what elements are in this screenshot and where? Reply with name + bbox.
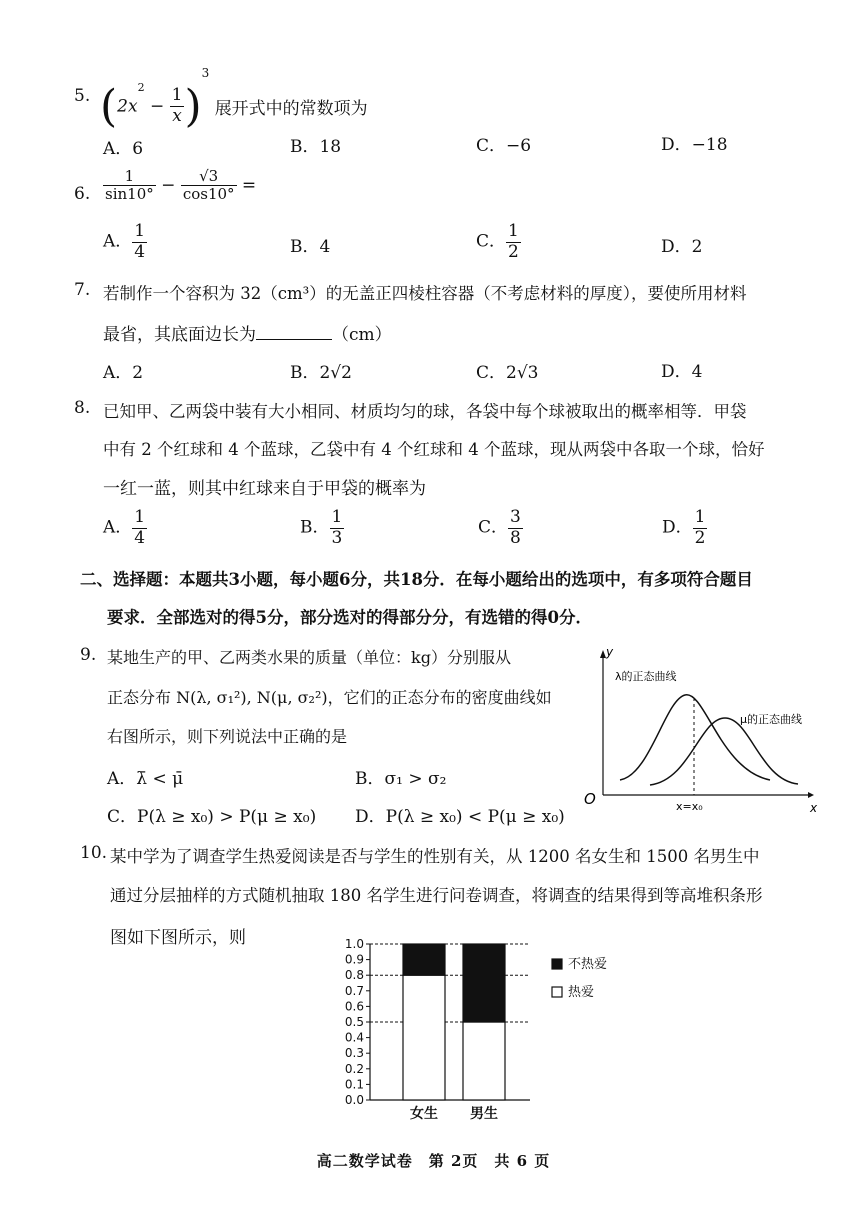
q8-d-den: 2 [694, 527, 706, 548]
q6-a-label: A． [103, 231, 133, 252]
q9-x-label: x [810, 801, 818, 815]
q6-minus: − [155, 175, 181, 196]
chart-y-tick-label: 0.3 [344, 1046, 364, 1061]
q6-option-d: D．2 [661, 237, 703, 257]
q7-answer-blank [256, 325, 332, 340]
chart-y-tick-label: 0.6 [344, 999, 364, 1014]
chart-category-label: 女生 [410, 1106, 438, 1122]
q8-a-label: A． [103, 517, 133, 538]
chart-y-tick-label: 1.0 [344, 937, 364, 951]
q5-minus: − [144, 96, 170, 117]
chart-legend-label: 不热爱 [568, 957, 608, 972]
q6-a-frac [132, 222, 147, 262]
q8-line-2: 中有 2 个红球和 4 个蓝球，乙袋中有 4 个红球和 4 个蓝球，现从两袋中各取一个球，恰好 [103, 440, 765, 459]
chart-y-tick-label: 0.4 [344, 1030, 364, 1045]
q10-line-1: 某中学为了调查学生热爱阅读是否与学生的性别有关，从 1200 名女生和 1500 名男生中 [110, 847, 760, 866]
q8-a-den: 4 [134, 527, 146, 548]
q7-option-b: B．2√2 [290, 363, 352, 383]
q8-number: 8. [74, 398, 91, 418]
q9-mu-curve [650, 718, 798, 785]
q6-c-num: 1 [508, 221, 519, 241]
q6-option-a [103, 222, 147, 262]
q5-frac-den: x [172, 106, 182, 126]
section-2-heading-line-2: 要求．全部选对的得5分，部分选对的得部分分，有选错的得0分． [107, 608, 592, 627]
chart-bar-segment [403, 944, 445, 975]
q10-stacked-bar-chart [330, 932, 630, 1132]
q8-c-frac [508, 508, 523, 548]
q7-line-2-pre: 最省，其底面边长为 [103, 325, 256, 345]
q7-line-2-post: （cm） [332, 325, 392, 345]
q9-line-2: 正态分布 N(λ, σ₁²), N(μ, σ₂²)，它们的正态分布的密度曲线如 [107, 688, 552, 707]
q7-option-c: C．2√3 [476, 363, 539, 383]
page-footer: 高二数学试卷 第 2页 共 6 页 [316, 1152, 551, 1170]
q9-lambda-curve [620, 695, 770, 780]
q8-d-label: D． [662, 517, 693, 538]
q6-c-den: 2 [508, 241, 519, 262]
q8-b-label: B． [300, 517, 330, 538]
q9-line-1: 某地生产的甲、乙两类水果的质量（单位：kg）分别服从 [107, 648, 511, 667]
q6-f1-den: sin10° [105, 185, 154, 204]
q8-b-frac [330, 508, 345, 548]
q6-f2-num: √3 [181, 168, 237, 186]
q9-line-3: 右图所示，则下列说法中正确的是 [107, 727, 348, 746]
q9-option-b: B．σ₁ > σ₂ [355, 769, 447, 789]
q9-origin-label: O [584, 790, 596, 808]
q6-f1-num: 1 [103, 168, 156, 186]
chart-y-tick-label: 0.9 [344, 952, 364, 967]
q5-fraction [170, 86, 185, 126]
q8-line-1: 已知甲、乙两袋中装有大小相同、材质均匀的球，各袋中每个球被取出的概率相等．甲袋 [103, 402, 747, 421]
chart-bar-segment [463, 1022, 505, 1100]
q7-line-1: 若制作一个容积为 32（cm³）的无盖正四棱柱容器（不考虑材料的厚度），要使所用材料 [103, 284, 747, 303]
q8-b-den: 3 [331, 527, 343, 548]
q8-a-num: 1 [134, 507, 146, 527]
q6-equals: = [236, 175, 257, 196]
q10-line-3: 图如下图所示，则 [110, 928, 246, 948]
q8-d-num: 1 [694, 507, 706, 527]
q6-fraction-1 [103, 168, 156, 204]
chart-y-tick-label: 0.1 [344, 1077, 364, 1092]
q7-number: 7. [74, 280, 91, 300]
chart-legend-swatch [552, 959, 562, 969]
q5-term-sup: 2 [137, 81, 145, 94]
q6-option-b: B．4 [290, 237, 331, 257]
q5-power: 3 [201, 66, 210, 80]
q8-option-a [103, 508, 147, 548]
q10-number: 10. [80, 843, 108, 863]
q8-option-c [478, 508, 523, 548]
q9-mu-label: μ的正态曲线 [740, 713, 802, 726]
q8-line-3: 一红一蓝，则其中红球来自于甲袋的概率为 [103, 479, 426, 499]
chart-category-label: 男生 [470, 1106, 498, 1122]
q9-lambda-label: λ的正态曲线 [615, 670, 677, 683]
q9-option-c: C．P(λ ≥ x₀) > P(μ ≥ x₀) [107, 807, 317, 827]
q6-expression [103, 168, 256, 204]
q7-line-2 [103, 320, 392, 345]
chart-y-tick-label: 0.8 [344, 968, 364, 983]
q9-option-d: D．P(λ ≥ x₀) < P(μ ≥ x₀) [355, 807, 565, 827]
q6-number: 6. [74, 184, 91, 204]
q5-term: 2x [117, 96, 138, 117]
q5-option-c: C．−6 [476, 136, 532, 156]
q5-option-b: B．18 [290, 137, 342, 157]
chart-legend-label: 热爱 [568, 985, 595, 1000]
q6-f2-den: cos10° [182, 185, 235, 204]
q7-option-d: D．4 [661, 362, 703, 382]
q8-c-label: C． [478, 517, 509, 538]
q5-stem: 展开式中的常数项为 [214, 99, 368, 119]
q9-number: 9. [80, 645, 97, 665]
chart-y-tick-label: 0.7 [344, 983, 364, 998]
chart-bar-segment [403, 975, 445, 1100]
q5-number: 5. [74, 86, 91, 106]
chart-y-tick-label: 0.0 [344, 1093, 364, 1107]
q6-c-label: C． [476, 231, 507, 252]
q8-option-b [300, 508, 344, 548]
q8-option-d [662, 508, 707, 548]
q8-c-num: 3 [510, 507, 521, 527]
q9-x0-label: x=x₀ [676, 800, 703, 813]
q6-a-den: 4 [134, 241, 146, 262]
section-2-heading-line-1: 二、选择题：本题共3小题，每小题6分，共18分．在每小题给出的选项中，有多项符合题目 [80, 570, 753, 589]
chart-y-tick-label: 0.2 [344, 1061, 364, 1076]
q6-a-num: 1 [134, 221, 146, 241]
q9-option-a: A．λ̄ < μ̄ [107, 769, 184, 789]
q5-frac-num: 1 [171, 85, 183, 106]
q6-c-frac [506, 222, 521, 262]
q6-option-c [476, 222, 521, 262]
q9-y-label: y [606, 645, 614, 659]
q8-c-den: 8 [510, 527, 521, 548]
q8-d-frac [693, 508, 708, 548]
q8-a-frac [132, 508, 147, 548]
q7-option-a: A．2 [103, 363, 144, 383]
q6-fraction-2 [181, 168, 237, 204]
q5-option-d: D．−18 [661, 135, 728, 155]
q10-line-2: 通过分层抽样的方式随机抽取 180 名学生进行问卷调查，将调查的结果得到等高堆积条形 [110, 886, 763, 905]
q8-b-num: 1 [331, 507, 343, 527]
chart-bar-segment [463, 944, 505, 1022]
chart-legend-swatch [552, 987, 562, 997]
q9-x-axis-arrow [808, 792, 814, 798]
q5-expression: ($2x^2$ − $\frac{1}{x}$ )$^3$ 展开式中的常数项为 [100, 66, 368, 132]
q9-normal-curves-figure [570, 640, 820, 830]
q5-option-a: A．6 [103, 139, 144, 159]
chart-y-tick-label: 0.5 [344, 1015, 364, 1029]
